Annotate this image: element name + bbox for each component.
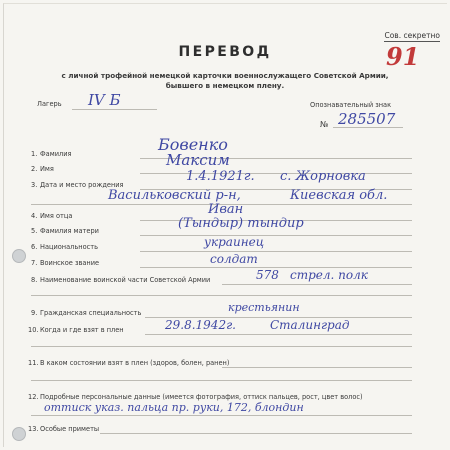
- field-5-value: (Тындыр) тындир: [178, 216, 304, 231]
- field-11-continuation-line: [31, 380, 412, 381]
- field-7-label: Воинское звание: [40, 259, 100, 267]
- camp-value: IV Б: [88, 91, 121, 109]
- field-7-value: солдат: [210, 252, 258, 266]
- field-2-value: Максим: [166, 151, 230, 169]
- id-tag-label: Опознавательный знак: [310, 101, 392, 109]
- subtitle-line-1: с личной трофейной немецкой карточки военнослужащего Советской Армии,: [61, 71, 389, 80]
- field-12-label: Подробные персональные данные (имеется фотография, оттиск пальцев, рост, цвет волос): [40, 393, 363, 401]
- classification-stamp: Сов. секретно: [384, 31, 440, 40]
- field-8-num: 8.: [31, 276, 38, 284]
- sheet-number: 91: [386, 42, 420, 71]
- field-12-num: 12.: [28, 393, 39, 401]
- field-4-num: 4.: [31, 212, 38, 220]
- field-6-line: [140, 251, 412, 252]
- field-9-label: Гражданская специальность: [40, 309, 142, 317]
- field-10-value: 29.8.1942г.: [165, 318, 236, 332]
- punch-hole-icon: [12, 249, 26, 263]
- page-title: ПЕРЕВОД: [178, 44, 272, 60]
- field-8-label: Наименование воинской части Советской Армии: [40, 276, 211, 284]
- field-12-line: [31, 415, 412, 416]
- camp-label: Лагерь: [37, 100, 62, 108]
- field-2-line: [140, 173, 412, 174]
- field-8-value-2: стрел. полк: [290, 268, 368, 282]
- field-9-value: крестьянин: [228, 301, 300, 314]
- field-10-num: 10.: [28, 326, 39, 334]
- field-8-line: [222, 284, 412, 285]
- field-3-label: Дата и место рождения: [40, 181, 124, 189]
- field-10-label: Когда и где взят в плен: [40, 326, 124, 334]
- field-5-num: 5.: [31, 227, 38, 235]
- field-4-label: Имя отца: [40, 212, 73, 220]
- field-1-value: Бовенко: [158, 135, 228, 154]
- field-12-value: оттиск указ. пальца пр. руки, 172, блондин: [44, 401, 304, 414]
- field-1-num: 1.: [31, 150, 38, 158]
- field-11-label: В каком состоянии взят в плен (здоров, болен, ранен): [40, 359, 230, 367]
- field-6-num: 6.: [31, 243, 38, 251]
- field-5-line: [140, 235, 412, 236]
- field-1-label: Фамилия: [40, 150, 72, 158]
- field-11-num: 11.: [28, 359, 39, 367]
- camp-line: [72, 109, 157, 110]
- field-6-value: украинец: [204, 235, 265, 249]
- subtitle-line-2: бывшего в немецком плену.: [165, 81, 285, 90]
- id-tag-value: 285507: [338, 110, 396, 128]
- field-6-label: Национальность: [40, 243, 98, 251]
- field-5-label: Фамилия матери: [40, 227, 99, 235]
- page-subtitle: [0, 71, 450, 91]
- field-4-value: Иван: [208, 202, 244, 217]
- field-10-continuation-line: [31, 346, 412, 347]
- field-7-num: 7.: [31, 259, 38, 267]
- field-2-label: Имя: [40, 165, 54, 173]
- field-3-continuation-1: Васильковский р-н,: [108, 188, 241, 203]
- field-8-value: 578: [256, 268, 279, 282]
- field-13-num: 13.: [28, 425, 39, 433]
- field-10-value-2: Сталинград: [270, 318, 350, 332]
- field-3-continuation-2: Киевская обл.: [290, 188, 388, 203]
- field-11-line: [222, 367, 412, 368]
- field-9-num: 9.: [31, 309, 38, 317]
- field-10-line: [145, 334, 412, 335]
- field-13-label: Особые приметы: [40, 425, 100, 433]
- field-2-num: 2.: [31, 165, 38, 173]
- punch-hole-icon: [12, 427, 26, 441]
- field-13-line: [100, 433, 412, 434]
- id-tag-number-prefix: №: [320, 120, 329, 129]
- field-8-continuation-line: [31, 295, 412, 296]
- field-3-num: 3.: [31, 181, 38, 189]
- field-3-value: 1.4.1921г.: [186, 169, 255, 184]
- field-3-value-2: с. Жорновка: [280, 169, 366, 184]
